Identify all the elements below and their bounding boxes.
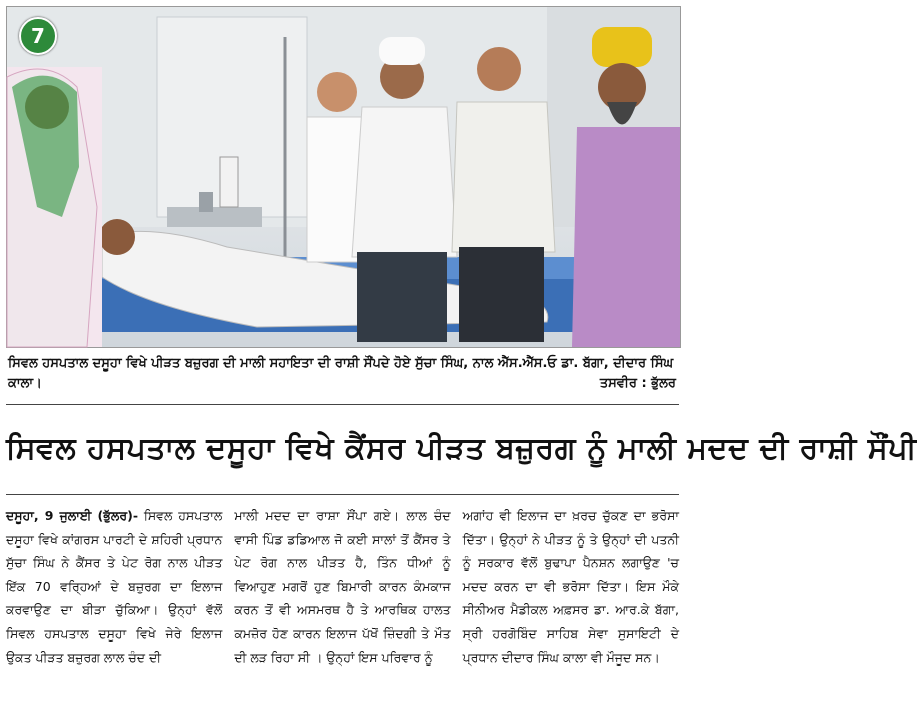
caption-text: ਸਿਵਲ ਹਸਪਤਾਲ ਦਸੂਹਾ ਵਿਖੇ ਪੀੜਤ ਬਜ਼ੁਰਗ ਦੀ ਮਾਲੀ ਸਹਾਇਤਾ ਦੀ ਰਾਸ਼ੀ ਸੌਂਪਦੇ ਹੋਏ ਸੁੱਚਾ ਸਿੰਘ, ਨਾਲ ਐੱਸ.ਐੱਸ.ਓ ਡਾ. ਬੱਗਾ, ਦੀਦਾਰ ਸਿੰਘ ਕਾਲਾ। <box>8 356 674 391</box>
news-photo <box>6 6 681 348</box>
headline-divider <box>6 494 679 495</box>
photo-credit: ਤਸਵੀਰ : ਭੁੱਲਰ <box>599 376 676 391</box>
article-column-3: ਅਗਾਂਹ ਵੀ ਇਲਾਜ ਦਾ ਖ਼ਰਚ ਚੁੱਕਣ ਦਾ ਭਰੋਸਾ ਦਿੱਤਾ। ਉਨ੍ਹਾਂ ਨੇ ਪੀੜਤ ਨੂੰ ਤੇ ਉਨ੍ਹਾਂ ਦੀ ਪਤਨੀ ਨੂੰ ਸਰਕਾਰ ਵੱਲੋਂ ਬੁਢਾਪਾ ਪੈਨਸ਼ਨ ਲਗਾਉਣ 'ਚ ਮਦਦ ਕਰਨ ਦਾ ਵੀ ਭਰੋਸਾ ਦਿੱਤਾ। ਇਸ ਮੌਕੇ ਸੀਨੀਅਰ ਮੈਡੀਕਲ ਅਫ਼ਸਰ ਡਾ. ਆਰ.ਕੇ ਬੱਗਾ, ਸ੍ਰੀ ਹਰਗੋਬਿੰਦ ਸਾਹਿਬ ਸੇਵਾ ਸੁਸਾਇਟੀ ਦੇ ਪ੍ਰਧਾਨ ਦੀਦਾਰ ਸਿੰਘ ਕਾਲਾ ਵੀ ਮੌਜੂਦ ਸਨ। <box>462 508 679 665</box>
headline: ਸਿਵਲ ਹਸਪਤਾਲ ਦਸੂਹਾ ਵਿਖੇ ਕੈਂਸਰ ਪੀੜਤ ਬਜ਼ੁਰਗ ਨੂੰ ਮਾਲੀ ਮਦਦ ਦੀ ਰਾਸ਼ੀ ਸੌਂਪੀ <box>6 431 917 466</box>
photo-caption <box>8 354 676 394</box>
article-body <box>6 504 679 724</box>
hospital-scene-illustration <box>7 7 680 347</box>
caption-divider <box>6 404 679 405</box>
article-column-1 <box>6 504 222 724</box>
dateline: ਦਸੂਹਾ, 9 ਜੁਲਾਈ (ਭੁੱਲਰ)- <box>6 508 139 523</box>
column-1-text: ਸਿਵਲ ਹਸਪਤਾਲ ਦਸੂਹਾ ਵਿਖੇ ਕਾਂਗਰਸ ਪਾਰਟੀ ਦੇ ਸ਼ਹਿਰੀ ਪ੍ਰਧਾਨ ਸੁੱਚਾ ਸਿੰਘ ਨੇ ਕੈਂਸਰ ਤੇ ਪੇਟ ਰੋਗ ਨਾਲ ਪੀੜਤ ਇੱਕ 70 ਵਰ੍ਹਿਆਂ ਦੇ ਬਜ਼ੁਰਗ ਦਾ ਇਲਾਜ ਕਰਵਾਉਣ ਦਾ ਬੀੜਾ ਚੁੱਕਿਆ। ਉਨ੍ਹਾਂ ਵੱਲੋਂ ਸਿਵਲ ਹਸਪਤਾਲ ਦਸੂਹਾ ਵਿਖੇ ਜੇਰੇ ਇਲਾਜ ਉਕਤ ਪੀੜਤ ਬਜ਼ੁਰਗ ਲਾਲ ਚੰਦ ਦੀ <box>6 508 223 665</box>
page-number-badge: 7 <box>19 17 57 55</box>
article-column-2: ਮਾਲੀ ਮਦਦ ਦਾ ਰਾਸ਼ਾ ਸੌਂਪਾ ਗਏ। ਲਾਲ ਚੰਦ ਵਾਸੀ ਪਿੰਡ ਡਡਿਆਲ ਜੋ ਕਈ ਸਾਲਾਂ ਤੋਂ ਕੈਂਸਰ ਤੇ ਪੇਟ ਰੋਗ ਨਾਲ ਪੀੜਤ ਹੈ, ਤਿੰਨ ਧੀਆਂ ਨੂੰ ਵਿਆਹੁਣ ਮਗਰੋਂ ਹੁਣ ਬਿਮਾਰੀ ਕਾਰਨ ਕੰਮਕਾਜ ਕਰਨ ਤੋਂ ਵੀ ਅਸਮਰਥ ਹੈ ਤੇ ਆਰਥਿਕ ਹਾਲਤ ਕਮਜ਼ੋਰ ਹੋਣ ਕਾਰਨ ਇਲਾਜ ਪੱਖੋਂ ਜ਼ਿੰਦਗੀ ਤੇ ਮੌਤ ਦੀ ਲੜ ਰਿਹਾ ਸੀ । ਉਨ੍ਹਾਂ ਇਸ ਪਰਿਵਾਰ ਨੂੰ <box>234 508 451 665</box>
